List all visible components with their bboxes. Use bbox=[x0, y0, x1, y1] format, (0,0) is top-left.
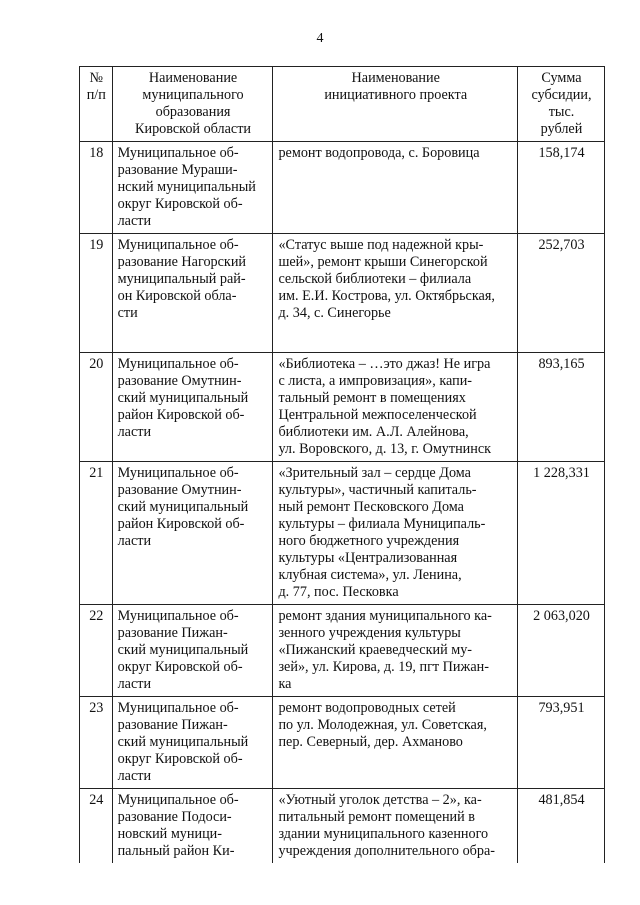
row-project: «Уютный уголок детства – 2», ка- питальный ремонт помещений в здании муниципального казенного учреждения дополнительного обра- bbox=[273, 789, 518, 864]
table-row bbox=[80, 462, 605, 605]
row-num: 23 bbox=[80, 697, 113, 789]
table-row bbox=[80, 697, 605, 789]
row-num: 24 bbox=[80, 789, 113, 864]
row-sum: 2 063,020 bbox=[518, 605, 605, 697]
row-num: 21 bbox=[80, 462, 113, 605]
row-municipality: Муниципальное об- разование Мураши- нский муниципальный округ Кировской об- ласти bbox=[112, 142, 273, 234]
page-number: 4 bbox=[316, 31, 324, 46]
row-project: «Зрительный зал – сердце Дома культуры», частичный капиталь- ный ремонт Песковского Дома культуры – филиала Муниципаль- ного бюджетного учреждения культуры «Централизованная клубная система», ул. Ленина, д. 77, пос. Песковка bbox=[273, 462, 518, 605]
row-project: «Статус выше под надежной кры- шей», ремонт крыши Синегорской сельской библиотеки – филиала им. Е.И. Кострова, ул. Октябрьская, д. 34, с. Синегорье bbox=[273, 234, 518, 353]
row-sum: 158,174 bbox=[518, 142, 605, 234]
row-municipality: Муниципальное об- разование Подоси- новский муници- пальный район Ки- bbox=[112, 789, 273, 864]
header-project: Наименование инициативного проекта bbox=[273, 67, 518, 142]
row-num: 19 bbox=[80, 234, 113, 353]
table-header-row bbox=[80, 67, 605, 142]
row-municipality: Муниципальное об- разование Омутнин- ский муниципальный район Кировской об- ласти bbox=[112, 462, 273, 605]
row-sum: 481,854 bbox=[518, 789, 605, 864]
table-row bbox=[80, 234, 605, 353]
row-municipality: Муниципальное об- разование Омутнин- ский муниципальный район Кировской об- ласти bbox=[112, 353, 273, 462]
row-sum: 793,951 bbox=[518, 697, 605, 789]
table-row bbox=[80, 789, 605, 864]
row-sum: 893,165 bbox=[518, 353, 605, 462]
row-municipality: Муниципальное об- разование Пижан- ский муниципальный округ Кировской об- ласти bbox=[112, 605, 273, 697]
table-row bbox=[80, 353, 605, 462]
header-sum: Сумма субсидии, тыс. рублей bbox=[518, 67, 605, 142]
row-municipality: Муниципальное об- разование Пижан- ский муниципальный округ Кировской об- ласти bbox=[112, 697, 273, 789]
row-project: «Библиотека – …это джаз! Не игра с листа, а импровизация», капи- тальный ремонт в помещениях Центральной межпоселенческой библиотеки им. А.Л. Алейнова, ул. Воровского, д. 13, г. Омутнинск bbox=[273, 353, 518, 462]
header-municipality: Наименование муниципального образования Кировской области bbox=[112, 67, 273, 142]
row-num: 20 bbox=[80, 353, 113, 462]
row-num: 18 bbox=[80, 142, 113, 234]
table-row bbox=[80, 142, 605, 234]
row-sum: 1 228,331 bbox=[518, 462, 605, 605]
row-project: ремонт водопровода, с. Боровица bbox=[273, 142, 518, 234]
header-num: № п/п bbox=[80, 67, 113, 142]
row-project: ремонт здания муниципального ка- зенного учреждения культуры «Пижанский краеведческий му- зей», ул. Кирова, д. 19, пгт Пижан- ка bbox=[273, 605, 518, 697]
row-project: ремонт водопроводных сетей по ул. Молодежная, ул. Советская, пер. Северный, дер. Ахманово bbox=[273, 697, 518, 789]
row-municipality: Муниципальное об- разование Нагорский муниципальный рай- он Кировской обла- сти bbox=[112, 234, 273, 353]
row-num: 22 bbox=[80, 605, 113, 697]
table-row bbox=[80, 605, 605, 697]
subsidy-table bbox=[79, 66, 605, 863]
row-sum: 252,703 bbox=[518, 234, 605, 353]
